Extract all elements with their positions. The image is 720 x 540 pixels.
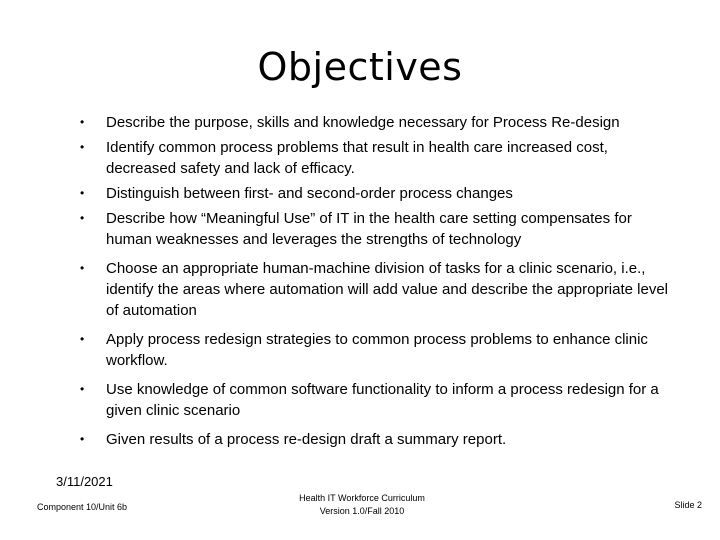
list-item bbox=[80, 183, 680, 204]
bullet-text: Describe how “Meaningful Use” of IT in the health care setting compensates for human weaknesses and leverages the strengths of technology bbox=[106, 210, 632, 248]
bullet-icon: • bbox=[80, 332, 85, 346]
footer-curriculum-title: Health IT Workforce Curriculum bbox=[299, 493, 425, 503]
list-item bbox=[80, 137, 680, 179]
list-item bbox=[80, 379, 680, 421]
footer-component-label: Component 10/Unit 6b bbox=[37, 502, 128, 512]
bullet-text: Given results of a process re-design draft a summary report. bbox=[106, 431, 507, 448]
slide-date: 3/11/2021 bbox=[56, 474, 113, 489]
slide-number: Slide 2 bbox=[674, 500, 702, 510]
bullet-icon: • bbox=[80, 115, 85, 129]
bullet-icon: • bbox=[80, 382, 85, 396]
bullet-text: Apply process redesign strategies to common process problems to enhance clinic workflow. bbox=[106, 331, 648, 369]
bullet-icon: • bbox=[80, 432, 85, 446]
bullet-text: Use knowledge of common software functionality to inform a process redesign for a given clinic scenario bbox=[106, 381, 659, 419]
slide-title: Objectives bbox=[257, 45, 463, 89]
bullet-text: Distinguish between first- and second-order process changes bbox=[106, 185, 513, 202]
bullet-text: Describe the purpose, skills and knowledge necessary for Process Re-design bbox=[106, 114, 620, 131]
footer-curriculum-version: Version 1.0/Fall 2010 bbox=[319, 506, 405, 516]
bullet-icon: • bbox=[80, 211, 85, 225]
list-item bbox=[80, 208, 680, 250]
bullet-icon: • bbox=[80, 186, 85, 200]
list-item bbox=[80, 258, 680, 321]
list-item bbox=[80, 112, 680, 133]
list-item bbox=[80, 429, 680, 450]
bullet-text: Choose an appropriate human-machine division of tasks for a clinic scenario, i.e., identify the areas where automation will add value and describe the appropriate level of automation bbox=[106, 260, 669, 319]
objectives-list bbox=[80, 112, 680, 454]
bullet-icon: • bbox=[80, 261, 85, 275]
bullet-text: Identify common process problems that result in health care increased cost, decreased safety and lack of efficacy. bbox=[106, 139, 608, 177]
footer-curriculum-label bbox=[262, 492, 462, 518]
bullet-icon: • bbox=[80, 140, 85, 154]
list-item bbox=[80, 329, 680, 371]
